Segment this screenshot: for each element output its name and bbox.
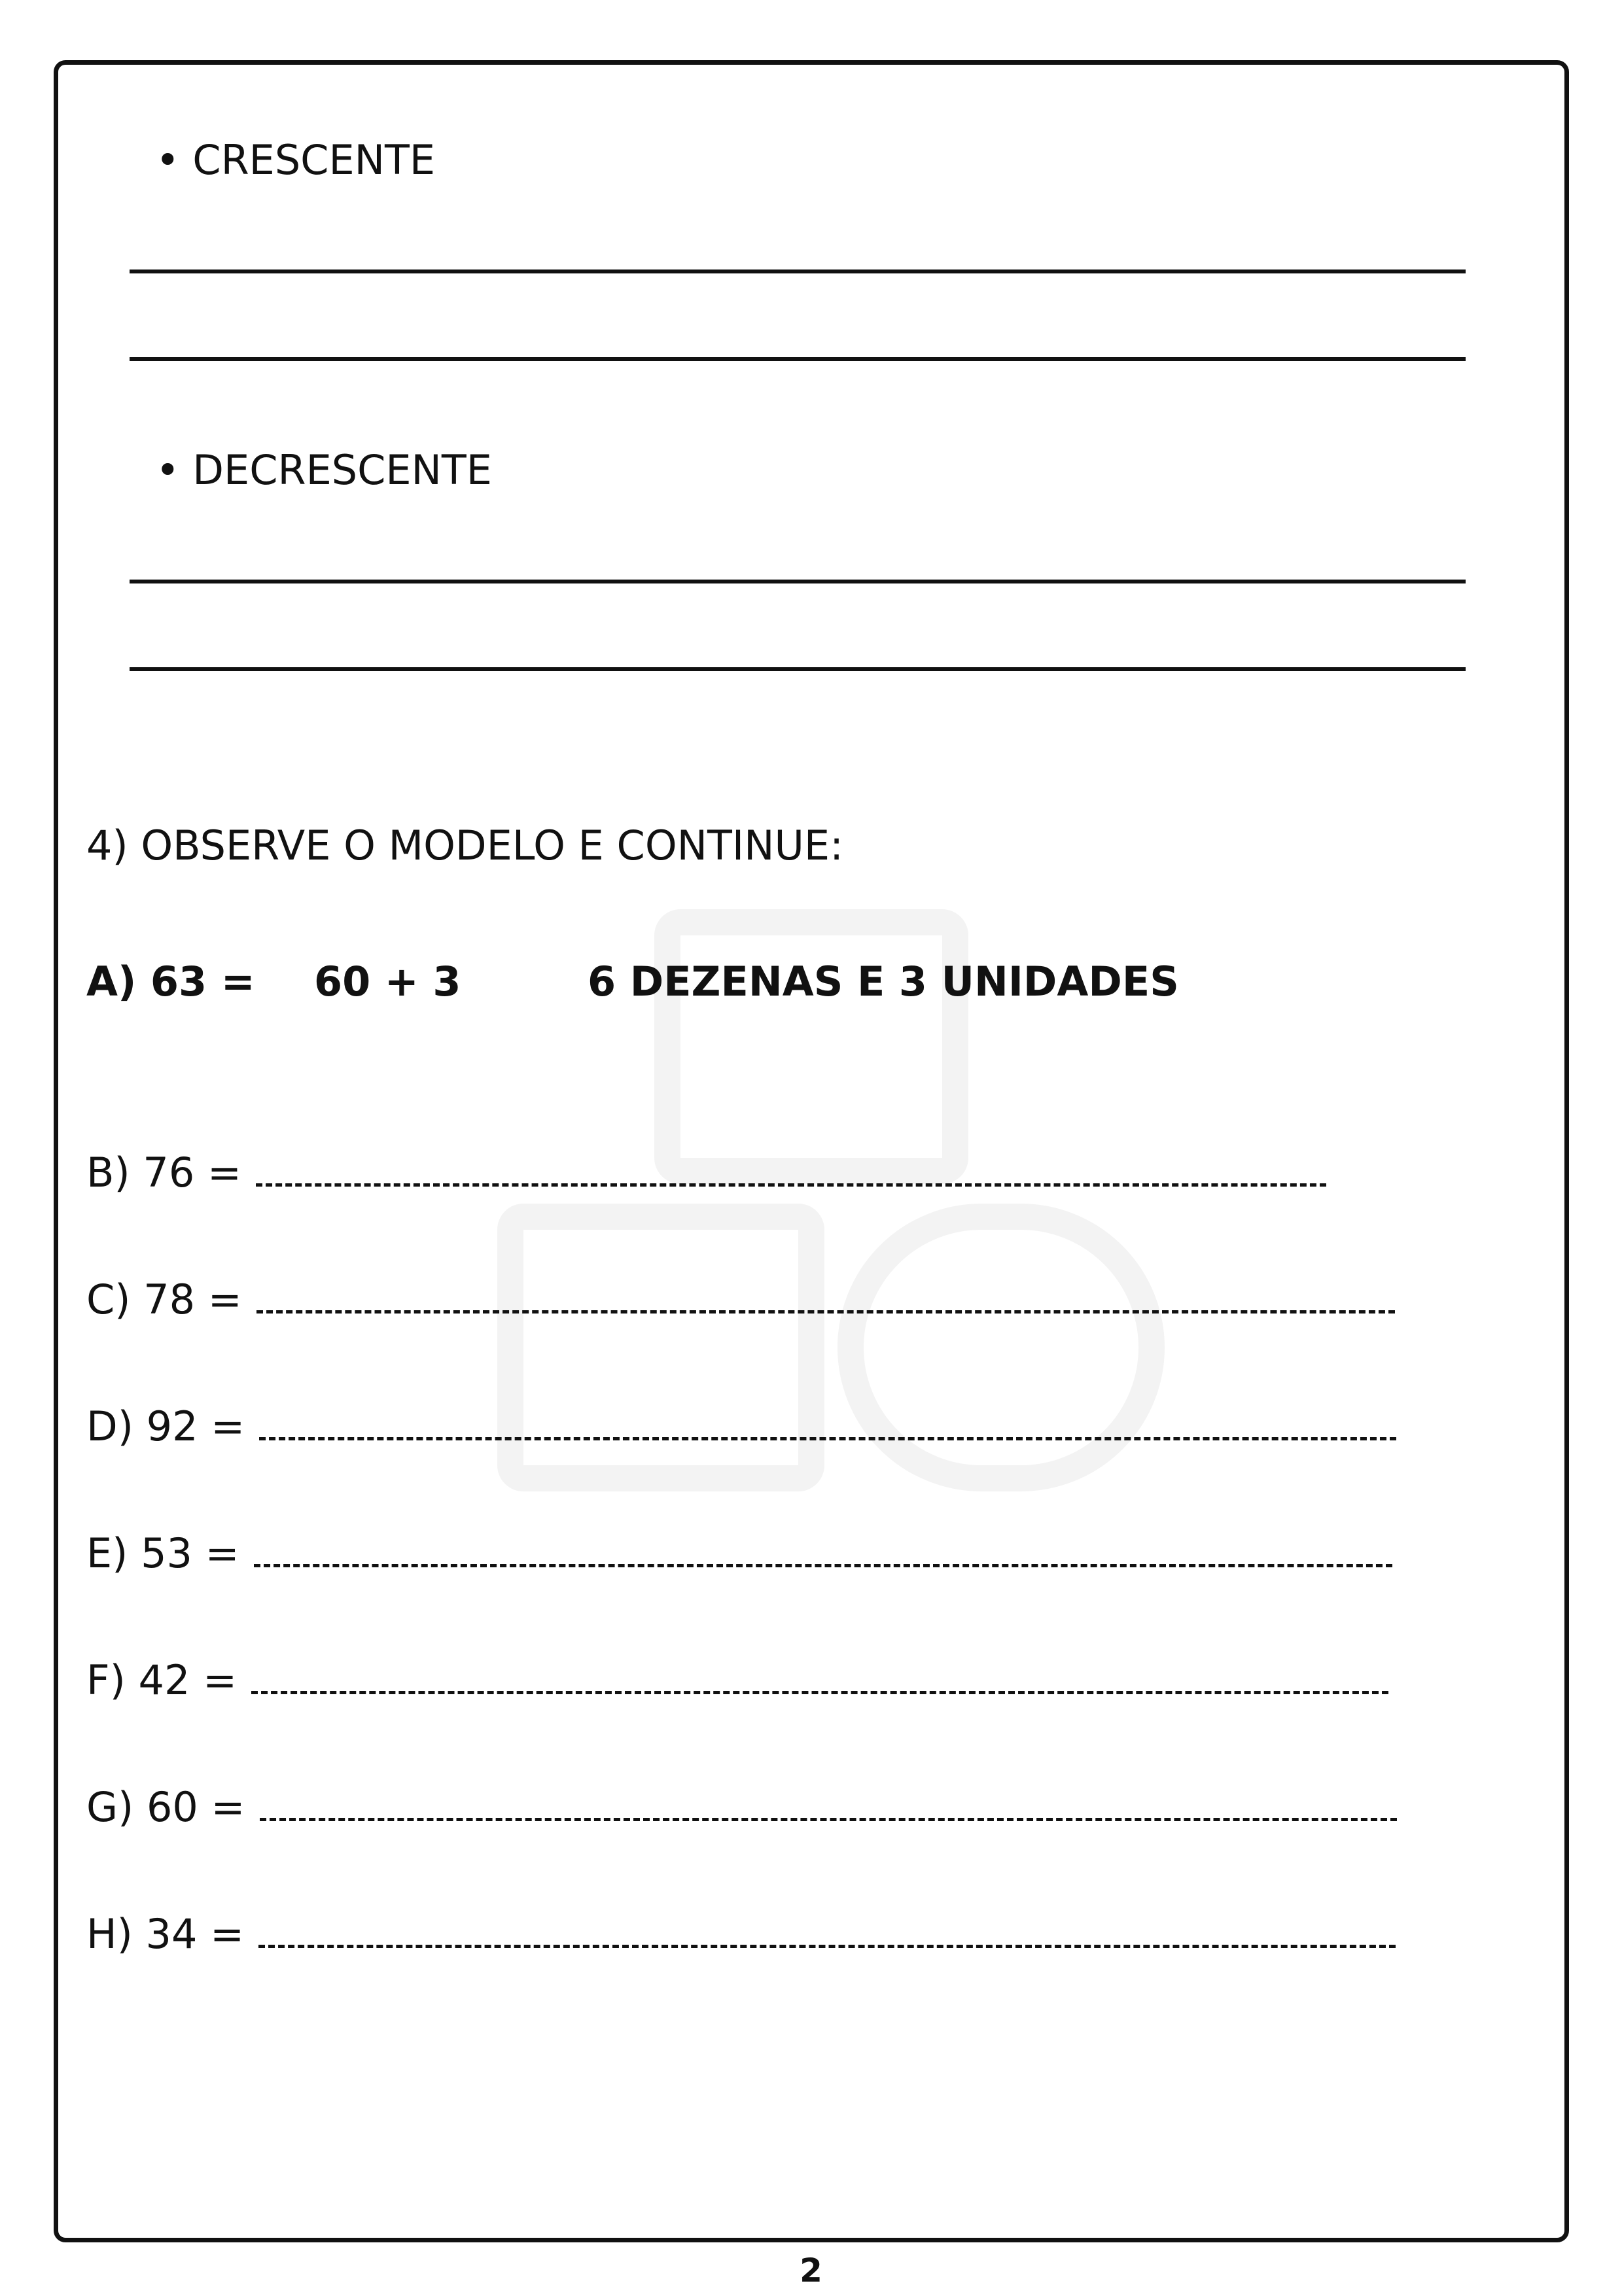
exercise-item-d [86, 1402, 1396, 1450]
answer-blank[interactable] [254, 1564, 1392, 1567]
watermark-shape-top [654, 909, 968, 1184]
exercise-label: D) 92 = [86, 1402, 245, 1450]
exercise-label: B) 76 = [86, 1149, 241, 1196]
exercise-label: F) 42 = [86, 1656, 238, 1704]
exercise-label: G) 60 = [86, 1783, 245, 1831]
exercise-item-g [86, 1783, 1397, 1831]
watermark-shape-right [837, 1204, 1165, 1491]
exercise-label: H) 34 = [86, 1910, 245, 1958]
model-label: A) 63 = [86, 958, 255, 1005]
exercise-item-f [86, 1656, 1388, 1704]
answer-blank[interactable] [258, 1945, 1396, 1948]
answer-blank[interactable] [256, 1183, 1326, 1187]
page-number: 2 [800, 2252, 822, 2289]
descending-label: • DECRESCENTE [156, 446, 492, 494]
exercise-item-h [86, 1910, 1396, 1958]
ascending-label: • CRESCENTE [156, 136, 436, 184]
exercise-label: E) 53 = [86, 1529, 239, 1577]
answer-blank[interactable] [260, 1818, 1397, 1821]
descending-answer-line-1[interactable] [130, 580, 1466, 583]
model-description: 6 DEZENAS E 3 UNIDADES [588, 958, 1179, 1005]
answer-blank[interactable] [259, 1437, 1396, 1440]
exercise-item-b [86, 1149, 1326, 1196]
model-expansion: 60 + 3 [314, 958, 461, 1005]
descending-answer-line-2[interactable] [130, 667, 1466, 671]
exercise-item-e [86, 1529, 1392, 1577]
exercise-label: C) 78 = [86, 1276, 242, 1323]
answer-blank[interactable] [251, 1691, 1388, 1694]
answer-blank[interactable] [256, 1310, 1395, 1313]
ascending-answer-line-1[interactable] [130, 270, 1466, 273]
question-4-title: 4) OBSERVE O MODELO E CONTINUE: [86, 822, 843, 869]
ascending-answer-line-2[interactable] [130, 357, 1466, 361]
watermark-shape-left [497, 1204, 824, 1491]
exercise-item-c [86, 1276, 1395, 1323]
